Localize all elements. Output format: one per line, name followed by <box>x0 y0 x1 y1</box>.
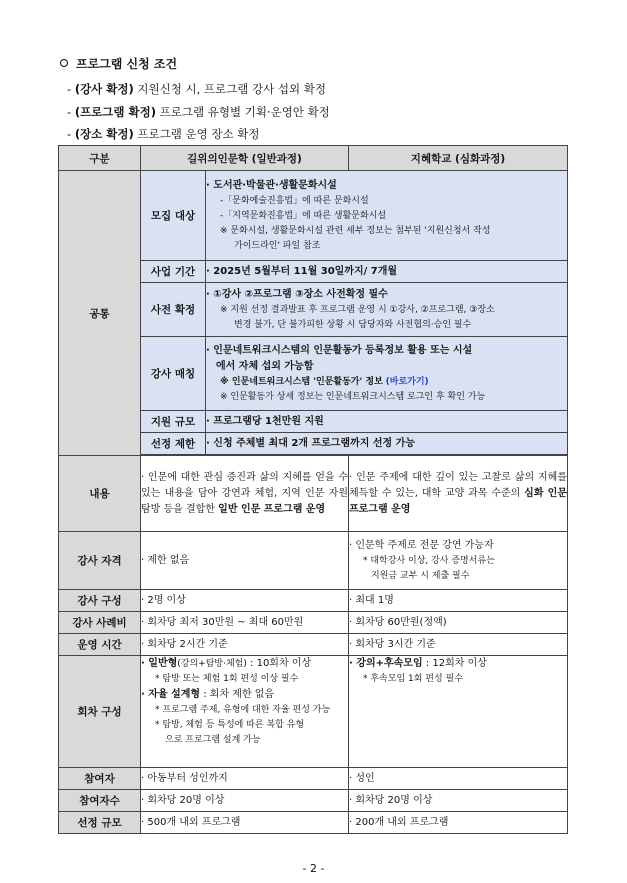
row-label: 선정 규모 <box>59 812 141 834</box>
row-label: 강사 매칭 <box>141 337 206 411</box>
content-general-cell: · 인문에 대한 관심 증진과 삶의 지혜를 얻을 수 있는 내용을 담아 강연과 체험, 지역 인문 자원 탐방 등을 결합한 일반 인문 프로그램 운영 <box>141 456 349 532</box>
row-label: 사전 확정 <box>141 283 206 337</box>
circle-bullet-icon <box>60 59 68 67</box>
header-deep: 지혜학교 (심화과정) <box>349 146 568 171</box>
table-row: 강사 구성 · 2명 이상 · 최대 1명 <box>59 590 568 612</box>
table-row <box>59 656 568 768</box>
limit-cell: · 신청 주체별 최대 2개 프로그램까지 선정 가능 <box>206 433 568 455</box>
program-table <box>58 145 568 834</box>
content-deep-cell: · 인문 주제에 대한 깊이 있는 고찰로 삶의 지혜를 체득할 수 있는, 대학 교양 과목 수준의 심화 인문 프로그램 운영 <box>349 456 568 532</box>
table-row <box>59 456 568 532</box>
period-cell: · 2025년 5월부터 11월 30일까지/ 7개월 <box>206 261 568 283</box>
qual-deep-cell: · 인문학 주제로 전문 강연 가능자 * 대학강사 이상, 강사 증명서류는 지원금 교부 시 제출 필수 <box>349 532 568 590</box>
match-cell: · 인문네트워크시스템의 인문활동가 등록정보 활용 또는 시설 에서 자체 섭외 가능함 ※ 인문네트워크시스템 '인문활동가' 정보 (바로가기) ※ 인문활동가 상세 정보는 인문네트워크시스템 로그인 후 확인 가능 <box>206 337 568 411</box>
table-row: 선정 규모 · 500개 내외 프로그램 · 200개 내외 프로그램 <box>59 812 568 834</box>
sessions-deep-cell: · 강의+후속모임 : 12회차 이상 * 후속모임 1회 편성 필수 <box>349 656 568 768</box>
row-label: 모집 대상 <box>141 171 206 261</box>
condition-list <box>67 78 330 146</box>
common-label: 공통 <box>59 171 141 456</box>
table-header-row <box>59 146 568 171</box>
table-row <box>59 171 568 261</box>
table-row <box>59 532 568 590</box>
header-category: 구분 <box>59 146 141 171</box>
table-row: 참여자수 · 회차당 20명 이상 · 회차당 20명 이상 <box>59 790 568 812</box>
header-general: 길위의인문학 (일반과정) <box>141 146 349 171</box>
condition-item: - (강사 확정) 지원신청 시, 프로그램 강사 섭외 확정 <box>67 82 326 96</box>
row-label: 참여자수 <box>59 790 141 812</box>
table-row: 참여자 · 아동부터 성인까지 · 성인 <box>59 768 568 790</box>
qual-general-cell: · 제한 없음 <box>141 532 349 590</box>
row-label: 참여자 <box>59 768 141 790</box>
shortcut-link[interactable]: (바로가기) <box>385 376 429 387</box>
table-row: 강사 사례비 · 회차당 최저 30만원 ~ 최대 60만원 · 회차당 60만원(정액) <box>59 612 568 634</box>
prior-cell: · ①강사 ②프로그램 ③장소 사전확정 필수 ※ 지원 선정 결과발표 후 프로그램 운영 시 ①강사, ②프로그램, ③장소 변경 불가, 단 불가피한 상황 시 담당자와 사전협의·승인 필수 <box>206 283 568 337</box>
condition-item: - (프로그램 확정) 프로그램 유형별 기획·운영안 확정 <box>67 104 330 119</box>
row-label: 강사 자격 <box>59 532 141 590</box>
row-label: 회차 구성 <box>59 656 141 768</box>
row-label: 사업 기간 <box>141 261 206 283</box>
row-label: 운영 시간 <box>59 634 141 656</box>
row-label: 내용 <box>59 456 141 532</box>
scale-cell: · 프로그램당 1천만원 지원 <box>206 411 568 433</box>
row-label: 강사 구성 <box>59 590 141 612</box>
section-title: 프로그램 신청 조건 <box>60 55 177 72</box>
row-label: 강사 사례비 <box>59 612 141 634</box>
condition-item: - (장소 확정) 프로그램 운영 장소 확정 <box>67 127 260 141</box>
recruit-cell: · 도서관·박물관·생활문화시설 -「문화예술진흥법」에 따른 문화시설 -「지역문화진흥법」에 따른 생활문화시설 ※ 문화시설, 생활문화시설 관련 세부 정보는 첨부된 '지원신청서 작성 가이드라인' 파일 참조 <box>206 171 568 261</box>
row-label: 선정 제한 <box>141 433 206 455</box>
page-number: - 2 - <box>302 862 325 875</box>
table-row: 운영 시간 · 회차당 2시간 기준 · 회차당 3시간 기준 <box>59 634 568 656</box>
row-label: 지원 규모 <box>141 411 206 433</box>
sessions-general-cell: · 일반형(강의+탐방·체험) : 10회차 이상 * 탐방 또는 체험 1회 편성 이상 필수 · 자율 설계형 : 회차 제한 없음 * 프로그램 주제, 유형에 대한 자율 편성 가능 * 탐방, 체험 등 특성에 따른 복합 유형 으로 프로그램 설계 가능 <box>141 656 349 768</box>
